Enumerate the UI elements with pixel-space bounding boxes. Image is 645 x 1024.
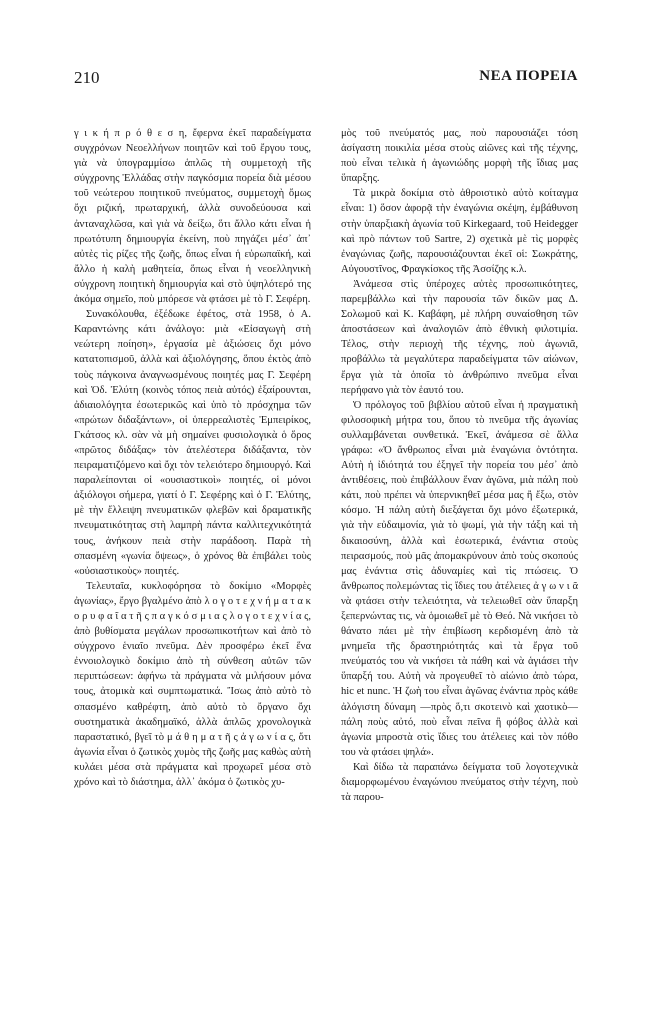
page-header [74,68,578,90]
left-text-column [74,126,311,986]
running-title: ΝΕΑ ΠΟΡΕΙΑ [479,68,578,84]
paragraph: Συνακόλουθα, ἐξέδωκε ἐφέτος, στὰ 1958, ὁ Α. Καραντώνης κάτι ἀνάλογο: μιὰ «Εἰσαγωγὴ στὴ νεώτερη ποίηση», ἐργασία μὲ ἀξιώσεις ὄχι μόνο κατατοπισμοῦ, ἀλλὰ καὶ ἀξιολόγησης, ὅπου ἐκτὸς ἀπὸ τοὺς πάγκοινα ἀναγνωσμένους ποιητές μας Γ. Σεφέρη καὶ Ὀδ. Ἐλύτη (κοινὸς τόπος πειὰ αὐτός) ἐξαίρουνται, ἀδιαιολόγητα ἐσωτερικῶς καὶ ὑπὸ τὸ πρόσχημα τῶν «πρώτων διδαξάντων», οἱ ὑπερρεαλιστὲς Ἐμπειρίκος, Γκάτσος κλ. σὰν νὰ μὴ σημαίνει φυσιολογικὰ ὁ ὅρος «πρῶτος διδάξας» τὸν ἀτελέστερα διδάξαντα, τὸν πειραματιζόμενο καὶ ὄχι τὸν τελειότερο δημιουργό. Καὶ παραλείπονται οἱ «ουσιαστικοὶ» ποιητές, οἱ μόνοι ἀξιόλογοι σήμερα, γιατί ὁ Γ. Σεφέρης καὶ ὁ Γ. Ἐλύτης, μὲ τὴν ἔλλειψη πνευματικῶν φλεβῶν καὶ δραματικῆς πνευματικότητας στὴ λαμπρὴ πάντα καλλιτεχνικότητά τους, ἀνήκουν πειὰ στὴν παράδοση. Παρὰ τὴ σπασμένη «γωνία ὄψεως», ὁ χρόνος θὰ ἐπιβάλει τοὺς «οὐσιαστικοὺς» ποιητές. [74,309,311,577]
paragraph: Τὰ μικρὰ δοκίμια στὸ ἀθροιστικὸ αὐτὸ κοίταγμα εἶναι: 1) ὅσον ἀφορᾷ τὴν ἐναγώνια σκέψη, ἐμβάθυνση στὴν ὑπαρξιακὴ ἀγωνία τοῦ Kirkegaard, τοῦ Heidegger καὶ πρὸ πάντων τοῦ Sartre, 2) σχετικὰ μὲ τὶς μορφὲς ἐναγώνιας ζωῆς, παρουσιάζουνται ἐκεῖ οἱ: Σωκράτης, Αὐγουστῖνος, Φραγκίσκος τῆς Ἀσσίζης κ.λ. [341,188,578,275]
paragraph: γ ι κ ή π ρ ό θ ε σ η, ἔφερνα ἐκεῖ παραδείγματα συγχρόνων Νεοελλήνων ποιητῶν καὶ τοῦ ἔργου τους, γιὰ νὰ ὑπογραμμίσω ἁπλῶς τὴ συμμετοχὴ τῆς σύγχρονης Ἑλλάδας στὴν παγκόσμια πορεία διὰ μέσου τοῦ νεώτερου ποιητικοῦ πνεύματος, συμμετοχὴ ὄμως ὄχι ριζική, πρωταρχική, ἀλλὰ συνοδεύουσα καὶ ἀνταναχλῶσα, καὶ γιὰ νὰ δείξω, ὅτι ἄλλο κάτι εἶναι ἡ πρωτότυπη δημιουργία ἐκείνη, ποὺ πηγάζει μέσ᾽ ἀπ᾽ αὐτὲς τὶς ρίζες τῆς ζωῆς, ὅπως εἶναι ἡ εὐρωπαϊκή, καὶ ἄλλο ἡ καλὴ μαθητεία, ὅπως εἶναι ἡ νεοελληνικὴ σύγχρονη ποιητικὴ δημιουργία καὶ στὸ ὑψηλότερό της ἀκόμα σημεῖο, ποὺ μπόρεσε νὰ φτάσει μὲ τὸ Γ. Σεφέρη. [74,128,311,306]
right-text-column [341,126,578,986]
paragraph: Ὁ πρόλογος τοῦ βιβλίου αὐτοῦ εἶναι ἡ πραγματικὴ φιλοσοφικὴ μήτρα του, ὅπου τὸ πνεῦμα τῆς ἀγωνίας συλλαμβάνεται συνθετικά. Ἐκεῖ, ἀνάμεσα σὲ ἄλλα γράφω: «Ὁ ἄνθρωπος εἶναι μιὰ ἐναγώνια ὀντότητα. Αὐτὴ ἡ ἰδιότητά του ἐξηγεῖ τὴν πορεία του μέσ᾽ ἀπὸ ἀντιθέσεις, ποὺ ἐπιβάλλουν ἕναν ἀγῶνα, μιὰ πάλη ποὺ κάτι, ποὺ πρέπει νὰ ὑπερνικηθεῖ μέσα μας ἢ ἔξω, στὸν κόσμο. Ἡ πάλη αὐτὴ διεξάγεται ὄχι μόνο ἐξωτερικά, γιὰ τὴν εὐδαιμονία, γιὰ τὸ ψωμί, γιὰ τὴν τάξη καὶ τὴ δικαιοσύνη, ἀλλὰ καὶ ἐσωτερικά, ἐνάντια στοὺς πειρασμούς, ποὺ μᾶς ἀπομακρύνουν ἀπὸ τοὺς σκοπούς μας ἐνάντια στὶς ἀδυναμίες καὶ τὶς πτώσεις. Ὁ ἄνθρωπος πολεμώντας τὶς ἴδιες του ἀτέλειες ἀ γ ω ν ι ᾶ νὰ φτάσει στὴν τελειότητα, νὰ τελειωθεῖ σὰν ὕπαρξη ξεπερνώντας τις, νὰ ὁμοιωθεῖ μὲ τὸ Θεό. Νὰ νικήσει τὸ θάνατο πάει μὲ τὴν ἐπιβίωση κερδισμένη ἀπὸ τὰ μνημεῖα τῆς δραστηριότητάς καὶ τὰ ἔργα τοῦ πνεύματός του νὰ νικήσει τὰ πάθη καὶ νὰ ἁγιάσει τὴν ὕπαρξή του. Αὐτὴ νὰ προγευθεῖ τὸ αἰώνιο ἀπὸ τώρα, hic et nunc. Ἡ ζωὴ του εἶναι ἀγῶνας ἐνάντια πρὸς κάθε ἀλόγιστη δύναμη —πρὸς ὅ,τι σκοτεινὸ καὶ χαοτικὸ— πάλη ποὺς αὐτό, ποὺ εἶναι πεῖνα ἢ φόβος ἀλλὰ καὶ ἀγωνία μπροστὰ στὶς ἴδιες του ἀτέλειες καὶ τὸν πόθο του νὰ φτάσει ψηλά». [341,399,578,758]
paragraph: μὸς τοῦ πνεύματός μας, ποὺ παρουσιάζει τόση ἀσίγαστη ποικιλία μέσα στοὺς αἰῶνες καὶ τῆς τέχνης, ποὺ εἶναι τελικὰ ἡ ἀγωνιώδης μορφὴ τῆς ἴδιας μας ὕπαρξης. [341,128,578,185]
page-number: 210 [74,68,100,87]
paragraph: Ἀνάμεσα στὶς ὑπέροχες αὐτὲς προσωπικότητες, παρεμβάλλω καὶ τὴν παρουσία τῶν δικῶν μας Δ. Σολωμοῦ καὶ Κ. Καβάφη, μὲ πλήρη συναίσθηση τῶν ἀποστάσεων καὶ ἀναλογιῶν ἀπὸ ἐθνικὴ φιλοτιμία. Τέλος, στὴν περιοχὴ τῆς τέχνης, ποὺ ἀγωνιᾶ, προβάλλω τὰ μεγαλύτερα παραδείγματα τῶν αἰώνων, ἔργα γιὰ τὰ ὁποῖα τὸ ἀνθρώπινο πνεῦμα εἶναι περήφανο γιὰ τὸν ἑαυτό του. [341,278,578,396]
paragraph: Τελευταῖα, κυκλοφόρησα τὸ δοκίμιο «Μορφὲς ἀγωνίας», ἔργο βγαλμένο ἀπὸ λ ο γ ο τ ε χ ν ή μ α τ α κ ο ρ υ φ α ῖ α τ ῆ ς π α γ κ ό σ μ ι α ς λ ο γ ο τ ε χ ν ί α ς, ἀπὸ βυθίσματα μεγάλων προσωπικοτήτων καὶ ἀπὸ τὸ σύγχρονο ἑνιαῖο πνεῦμα. Δὲν προσφέρω ἐκεῖ ἕνα ἐννοιολογικὸ δοκίμιο ἀπὸ τὴ σύνθεση αὐτῶν τῶν περιπτώσεων: ἀφήνω τὰ πράγματα νὰ μιλήσουν μόνα τους, ἀτομικὰ καὶ συμπτωματικά. Ἴσως ἀπὸ αὐτὸ τὸ σπασμένο καθρέφτη, ἀπὸ αὐτὸ τὸ ὄργανο ὄχι συστηματικὰ ἀκαδημαϊκό, ἀλλὰ ἁπλῶς χρονολογικὰ παραστατικό, βγεῖ τὸ μ ά θ η μ α τ ῆ ς ἀ γ ω ν ί α ς, ὅτι ἀγωνία εἶναι ὁ ζωτικὸς χυμὸς τῆς ζωῆς μας καθὼς αὐτὴ κυλάει μέσα στὰ πράγματα καὶ προχωρεῖ μέσα στὸ χρόνο καὶ τὸ διάστημα, ἀλλ᾽ ἀκόμα ὁ ζωτικὸς χυ- [74,580,311,789]
paragraph: Καὶ δίδω τὰ παραπάνω δείγματα τοῦ λογοτεχνικὰ διαμορφωμένου ἐναγώνιου πνεύματος στὴν τέχνη, ποὺ τὰ παρου- [341,761,578,804]
